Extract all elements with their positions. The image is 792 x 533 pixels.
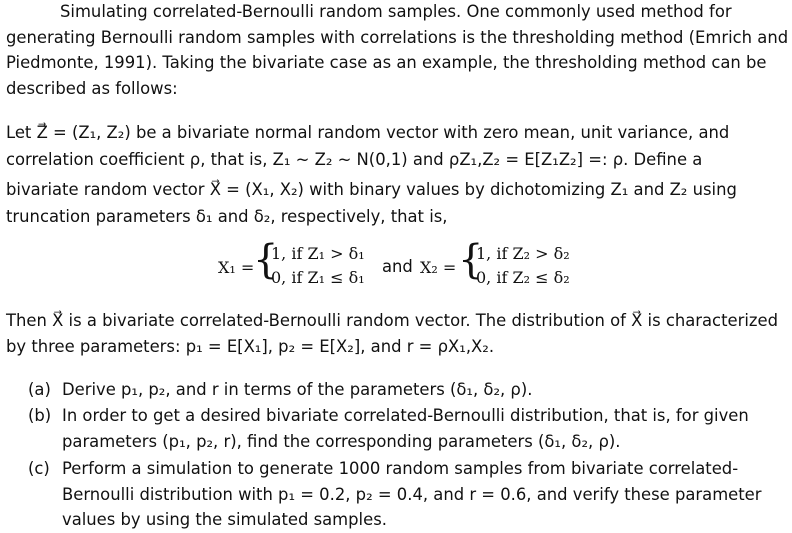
intro-line-4: described as follows:	[6, 79, 178, 98]
x2-case-1: 1, if Z₂ > δ₂	[476, 244, 570, 263]
x1-case-2: 0, if Z₁ ≤ δ₁	[271, 268, 365, 287]
question-c-text-3: values by using the simulated samples.	[62, 510, 387, 529]
question-b-text-1: In order to get a desired bivariate correlated-Bernoulli distribution, that is, for given	[62, 406, 749, 425]
definition-line-1: Let Z⃗ = (Z₁, Z₂) be a bivariate normal random vector with zero mean, unit variance, and	[6, 123, 730, 142]
definition-line-4: truncation parameters δ₁ and δ₂, respectively, that is,	[6, 207, 448, 226]
question-c	[28, 459, 738, 479]
and-text: and	[382, 257, 413, 276]
definition-line-2: correlation coefficient ρ, that is, Z₁ ~ Z₂ ~ N(0,1) and ρZ₁,Z₂ = E[Z₁Z₂] =: ρ. Define a	[6, 150, 703, 169]
question-c-label: (c)	[28, 459, 50, 478]
question-c-text-1: Perform a simulation to generate 1000 random samples from bivariate correlated-	[62, 459, 739, 478]
question-a-text: Derive p₁, p₂, and r in terms of the parameters (δ₁, δ₂, ρ).	[62, 380, 533, 399]
question-b-label: (b)	[28, 406, 52, 425]
x1-case-1: 1, if Z₁ > δ₁	[271, 244, 365, 263]
x1-brace: {	[253, 237, 279, 283]
question-a-label: (a)	[28, 380, 51, 399]
x2-lhs: X₂ =	[420, 258, 457, 277]
x2-brace: {	[458, 237, 484, 283]
question-a	[28, 380, 532, 400]
then-line-2: by three parameters: p₁ = E[X₁], p₂ = E[X₂], and r = ρX₁,X₂.	[6, 337, 495, 356]
intro-line-3: Piedmonte, 1991). Taking the bivariate case as an example, the thresholding method can be	[6, 53, 767, 72]
question-b-text-2: parameters (p₁, p₂, r), find the corresponding parameters (δ₁, δ₂, ρ).	[62, 432, 621, 451]
definition-line-3: bivariate random vector X⃗ = (X₁, X₂) with binary values by dichotomizing Z₁ and Z₂ using	[6, 180, 737, 199]
x2-case-2: 0, if Z₂ ≤ δ₂	[476, 268, 570, 287]
intro-line-1: Simulating correlated-Bernoulli random samples. One commonly used method for	[60, 2, 732, 21]
then-line-1: Then X⃗ is a bivariate correlated-Bernoulli random vector. The distribution of X⃗ is characterized	[6, 311, 778, 330]
x1-lhs: X₁ =	[218, 258, 255, 277]
question-c-text-2: Bernoulli distribution with p₁ = 0.2, p₂ = 0.4, and r = 0.6, and verify these parameter	[62, 485, 762, 504]
intro-line-2: generating Bernoulli random samples with correlations is the thresholding method (Emrich and	[6, 28, 789, 47]
question-b	[28, 406, 749, 426]
